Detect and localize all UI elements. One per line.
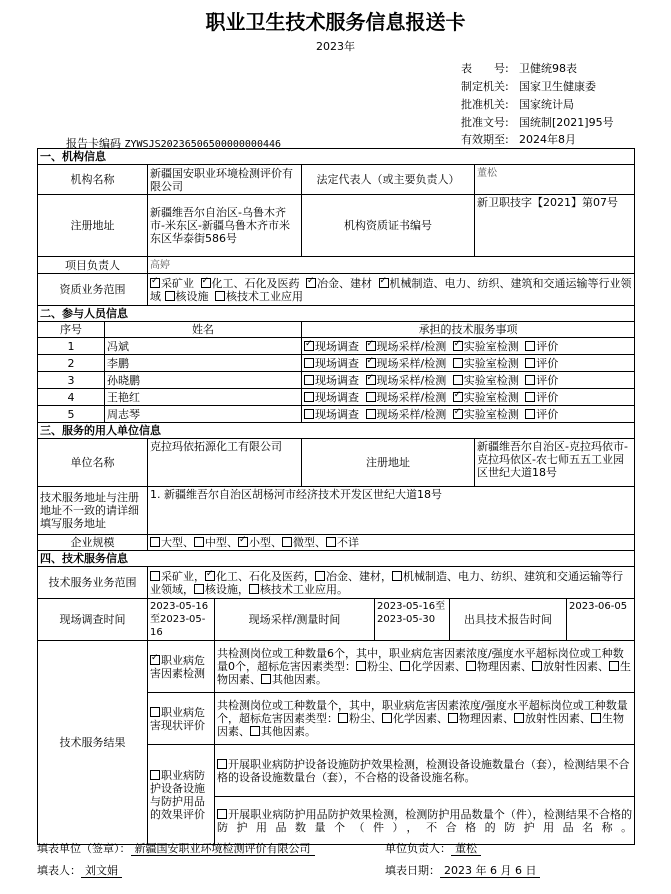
checkbox-icon[interactable] <box>453 341 463 351</box>
legal-rep: 董松 <box>477 168 497 179</box>
staff-no: 5 <box>38 406 105 423</box>
staff-tasks: 现场调查 现场采样/检测 ✓ 实验室检测 评价 <box>302 406 635 423</box>
staff-no: 4 <box>38 389 105 406</box>
service-addr: 1. 新疆维吾尔自治区胡杨河市经济技术开发区世纪大道18号 <box>148 487 635 535</box>
svc-scope-machinery[interactable]: 机械制造、电力、纺织、建筑和交通运输等行业领域 <box>150 569 623 596</box>
size-opt-micro[interactable]: 微型 <box>282 536 315 549</box>
survey-time-label: 现场调查时间 <box>38 599 148 641</box>
service-scope-options: 采矿业，✓ 化工、石化及医药， 冶金、建材， 机械制造、电力、纺织、建筑和交通运输等行业领域， 核设施， 核技术工业应用。 <box>148 567 635 599</box>
checkbox-icon[interactable] <box>453 409 463 419</box>
checkbox-icon[interactable] <box>304 358 314 368</box>
checkbox-icon[interactable] <box>453 392 463 402</box>
service-scope-label: 技术服务业务范围 <box>38 567 148 599</box>
checkbox-icon[interactable] <box>150 571 160 581</box>
employer-name-label: 单位名称 <box>38 439 148 487</box>
card-title: 职业卫生技术服务信息报送卡 <box>205 10 466 34</box>
org-name: 新疆国安职业环境检测评价有限公司 <box>148 165 302 195</box>
result-evaluation-text: 共检测岗位或工种数量个，其中，职业病危害因素浓度/强度水平超标岗位或工种数量个，超标危害因素类型： 粉尘、 化学因素、 物理因素、 放射性因素、 生物因素、 其他因素。 <box>215 693 635 745</box>
svc-scope-mining[interactable]: 采矿业 <box>150 570 194 583</box>
checkbox-icon[interactable] <box>525 375 535 385</box>
meta-form-no: 表 号: 卫健统98表 <box>461 62 577 75</box>
checkbox-icon[interactable] <box>194 537 204 547</box>
scope-opt-chemical[interactable]: ✓ 化工、石化及医药 <box>201 277 300 290</box>
checkbox-icon[interactable] <box>525 358 535 368</box>
filler-unit: 填表单位（签章）： 新疆国安职业环境检测评价有限公司 <box>37 840 315 856</box>
survey-time: 2023-05-16至2023-05-16 <box>148 599 215 641</box>
checkbox-icon[interactable] <box>304 375 314 385</box>
checkbox-icon[interactable] <box>249 584 259 594</box>
checkbox-icon[interactable] <box>282 537 292 547</box>
staff-no: 3 <box>38 372 105 389</box>
size-opt-large[interactable]: 大型 <box>150 536 183 549</box>
checkbox-icon[interactable] <box>306 278 316 288</box>
staff-tasks: 现场调查 ✓ 现场采样/检测 实验室检测 评价 <box>302 372 635 389</box>
svc-scope-nuclear-tech[interactable]: 核技术工业应用。 <box>249 583 348 596</box>
staff-name: 王艳红 <box>105 389 302 406</box>
checkbox-icon[interactable] <box>194 584 204 594</box>
checkbox-icon[interactable] <box>201 278 211 288</box>
filler-person: 填表人： 刘文娟 <box>37 862 122 878</box>
scope-opt-metallurgy[interactable]: ✓ 冶金、建材 <box>306 277 372 290</box>
legal-rep-label: 法定代表人（或主要负责人） <box>302 165 475 195</box>
checkbox-icon[interactable] <box>525 392 535 402</box>
staff-no: 2 <box>38 355 105 372</box>
checkbox-icon[interactable] <box>315 571 325 581</box>
checkbox-icon[interactable] <box>205 571 215 581</box>
employer-addr-label: 注册地址 <box>302 439 475 487</box>
org-name-label: 机构名称 <box>38 165 148 195</box>
checkbox-icon[interactable] <box>525 341 535 351</box>
pm-label: 项目负责人 <box>38 257 148 274</box>
result-protection-ppe: 开展职业病防护用品防护效果检测，检测防护用品数量个（件），检测结果不合格的防护用品数量个（件），不合格的防护用品名称。 <box>215 797 635 845</box>
checkbox-icon[interactable] <box>150 655 160 665</box>
staff-name: 周志琴 <box>105 406 302 423</box>
checkbox-icon[interactable] <box>150 278 160 288</box>
qual-scope-label: 资质业务范围 <box>38 274 148 306</box>
company-size-label: 企业规模 <box>38 535 148 551</box>
result-detection: ✓职业病危害因素检测 <box>148 641 215 693</box>
checkbox-icon[interactable] <box>366 409 376 419</box>
checkbox-icon[interactable] <box>304 341 314 351</box>
size-opt-medium[interactable]: 中型 <box>194 536 227 549</box>
staff-no-header: 序号 <box>38 322 105 338</box>
fill-date: 填表日期： 2023 年 6 月 6 日 <box>385 862 540 878</box>
info-card-table <box>37 148 635 845</box>
section-org-title: 一、机构信息 <box>38 149 635 165</box>
employer-name: 克拉玛依拓源化工有限公司 <box>148 439 302 487</box>
checkbox-icon[interactable] <box>392 571 402 581</box>
checkbox-icon[interactable] <box>379 278 389 288</box>
scope-opt-mining[interactable]: ✓ 采矿业 <box>150 277 194 290</box>
cert-label: 机构资质证书编号 <box>302 195 475 257</box>
card-year: 2023年 <box>316 40 355 53</box>
checkbox-icon[interactable] <box>366 358 376 368</box>
checkbox-icon[interactable] <box>304 409 314 419</box>
staff-tasks: 现场调查 ✓ 现场采样/检测 实验室检测 评价 <box>302 355 635 372</box>
sampling-time: 2023-05-16至2023-05-30 <box>375 599 450 641</box>
checkbox-icon[interactable] <box>453 358 463 368</box>
size-opt-small[interactable]: ✓ 小型 <box>238 536 271 549</box>
scope-opt-machinery[interactable]: ✓ 机械制造、电力、纺织、建筑和交通运输等行业领域 <box>150 277 632 303</box>
checkbox-icon[interactable] <box>366 341 376 351</box>
checkbox-icon[interactable] <box>150 770 160 780</box>
svc-scope-nuclear[interactable]: 核设施 <box>194 583 238 596</box>
checkbox-icon[interactable] <box>165 291 175 301</box>
report-time: 2023-06-05 <box>567 599 635 641</box>
svc-scope-metallurgy[interactable]: 冶金、建材 <box>315 570 381 583</box>
staff-no: 1 <box>38 338 105 355</box>
svc-scope-chemical[interactable]: ✓ 化工、石化及医药 <box>205 570 304 583</box>
checkbox-icon[interactable] <box>304 392 314 402</box>
checkbox-icon[interactable] <box>453 375 463 385</box>
staff-task-header: 承担的技术服务事项 <box>302 322 635 338</box>
section-staff-title: 二、参与人员信息 <box>38 306 635 322</box>
checkbox-icon[interactable] <box>326 537 336 547</box>
report-code: 报告卡编码 ZYWSJS20236506500000000446 <box>66 137 282 150</box>
org-addr: 新疆维吾尔自治区-乌鲁木齐市-米东区-新疆乌鲁木齐市米东区华泰街586号 <box>148 195 302 257</box>
section-service-title: 四、技术服务信息 <box>38 551 635 567</box>
staff-tasks: 现场调查 现场采样/检测 ✓ 实验室检测 评价 <box>302 389 635 406</box>
meta-valid-until: 有效期至: 2024年8月 <box>461 133 576 146</box>
result-protection-equipment: 开展职业病防护设备设施防护效果检测，检测设备设施数量台（套），检测结果不合格的设备设施数量台（套），不合格的设备设施名称。 <box>215 745 635 797</box>
staff-tasks: ✓ 现场调查 ✓ 现场采样/检测 ✓ 实验室检测 评价 <box>302 338 635 355</box>
meta-approver: 批准机关: 国家统计局 <box>461 98 574 111</box>
service-result-label: 技术服务结果 <box>38 641 148 845</box>
size-opt-unknown[interactable]: 不详 <box>326 536 359 549</box>
checkbox-icon[interactable] <box>366 392 376 402</box>
scope-opt-nuclear-tech[interactable]: 核技术工业应用 <box>215 290 303 303</box>
report-time-label: 出具技术报告时间 <box>450 599 567 641</box>
result-evaluation: 职业病危害现状评价 <box>148 693 215 745</box>
pm-name: 高婷 <box>150 260 170 271</box>
staff-name: 孙晓鹏 <box>105 372 302 389</box>
result-detection-text: 共检测岗位或工种数量6个，其中，职业病危害因素浓度/强度水平超标岗位或工种数量0个，超标危害因素类型： 粉尘、 化学因素、 物理因素、 放射性因素、 生物因素、 其他因素。 <box>215 641 635 693</box>
company-size-options: 大型、 中型、✓ 小型、 微型、 不详 <box>148 535 635 551</box>
meta-approval-no: 批准文号: 国统制[2021]95号 <box>461 116 614 129</box>
checkbox-icon[interactable] <box>150 537 160 547</box>
checkbox-icon[interactable] <box>238 537 248 547</box>
unit-head: 单位负责人： 董松 <box>385 840 481 856</box>
org-addr-label: 注册地址 <box>38 195 148 257</box>
checkbox-icon[interactable] <box>525 409 535 419</box>
scope-opt-nuclear[interactable]: 核设施 <box>165 290 209 303</box>
meta-issuer: 制定机关: 国家卫生健康委 <box>461 80 596 93</box>
result-protection: 职业病防护设备设施与防护用品的效果评价 <box>148 745 215 845</box>
checkbox-icon[interactable] <box>215 291 225 301</box>
checkbox-icon[interactable] <box>366 375 376 385</box>
staff-name: 李鹏 <box>105 355 302 372</box>
sampling-time-label: 现场采样/测量时间 <box>215 599 375 641</box>
cert-number: 新卫职技字【2021】第07号 <box>475 195 635 257</box>
checkbox-icon[interactable] <box>150 707 160 717</box>
staff-name-header: 姓名 <box>105 322 302 338</box>
section-employer-title: 三、服务的用人单位信息 <box>38 423 635 439</box>
staff-name: 冯斌 <box>105 338 302 355</box>
employer-addr: 新疆维吾尔自治区-克拉玛依市-克拉玛依区-农七师五五工业园区世纪大道18号 <box>475 439 635 487</box>
qual-scope-options <box>148 274 635 306</box>
service-addr-label: 技术服务地址与注册地址不一致的请详细填写服务地址 <box>38 487 148 535</box>
